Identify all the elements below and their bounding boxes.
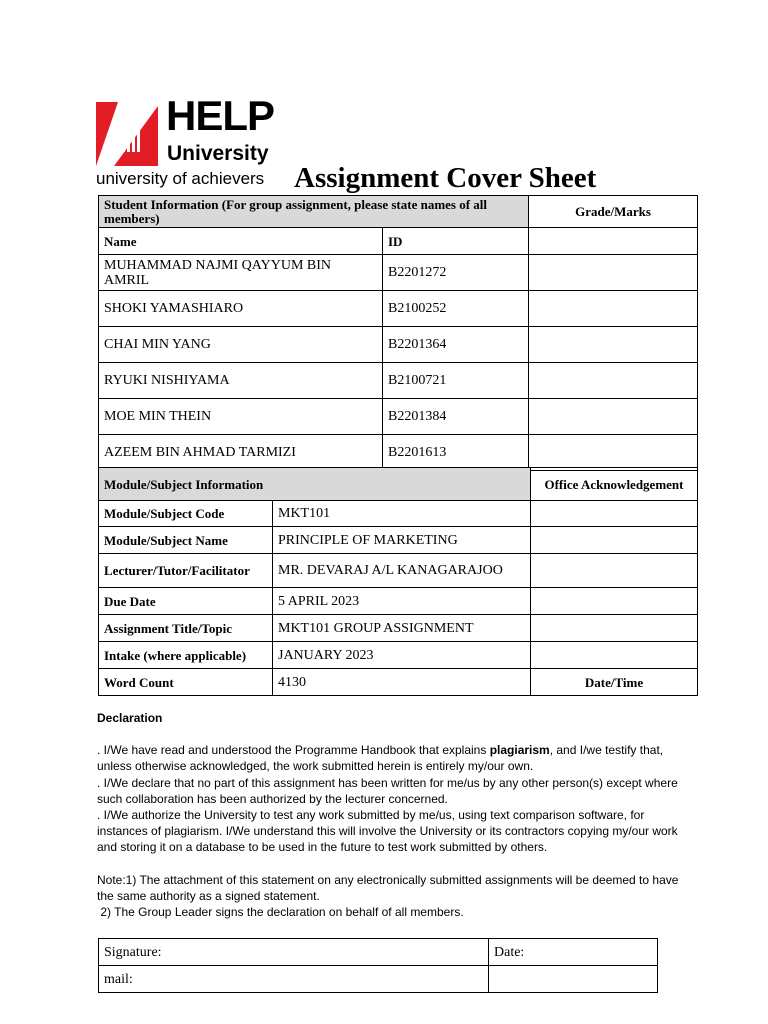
assignment-title-label: Assignment Title/Topic [99, 615, 273, 642]
name-column-header: Name [99, 228, 383, 255]
logo-right-triangle [114, 106, 158, 166]
due-date-label: Due Date [99, 588, 273, 615]
office-cell [531, 588, 698, 615]
module-code-label: Module/Subject Code [99, 501, 273, 527]
member-id: B2201384 [383, 399, 529, 435]
declaration-section [97, 710, 697, 920]
id-column-header: ID [383, 228, 529, 255]
word-count-label: Word Count [99, 669, 273, 696]
table-row [99, 255, 698, 291]
table-row [99, 399, 698, 435]
office-cell [531, 527, 698, 554]
declaration-note-1: Note:1) The attachment of this statement on any electronically submitted assignments will be deemed to have the same authority as a signed statement. [97, 872, 679, 903]
help-university-logo [96, 92, 276, 190]
grade-cell [529, 399, 698, 435]
mail-field[interactable]: mail: [99, 966, 489, 993]
office-cell [531, 554, 698, 588]
student-info-header: Student Information (For group assignment, please state names of all members) [99, 196, 529, 228]
grade-marks-header: Grade/Marks [529, 196, 698, 228]
module-code-value: MKT101 [273, 501, 531, 527]
table-row [99, 669, 698, 696]
member-name: RYUKI NISHIYAMA [99, 363, 383, 399]
signature-table [98, 938, 658, 993]
table-row [99, 554, 698, 588]
intake-label: Intake (where applicable) [99, 642, 273, 669]
logo-word-university: University [167, 142, 269, 165]
table-row [99, 363, 698, 399]
member-id: B2100721 [383, 363, 529, 399]
grade-cell [529, 363, 698, 399]
page-title: Assignment Cover Sheet [294, 162, 597, 194]
date-field[interactable]: Date: [489, 939, 658, 966]
table-row [99, 588, 698, 615]
table-row [99, 291, 698, 327]
assignment-title-value: MKT101 GROUP ASSIGNMENT [273, 615, 531, 642]
module-info-table [98, 467, 698, 696]
grade-cell [529, 435, 698, 471]
logo-word-help: HELP [166, 92, 275, 139]
table-row [99, 435, 698, 471]
table-row [99, 615, 698, 642]
module-info-header: Module/Subject Information [99, 468, 531, 501]
declaration-paragraph-1: . I/We have read and understood the Programme Handbook that explains plagiarism, and I/we testify that, unless otherwise acknowledged, the work submitted herein is entirely my/our own. [97, 743, 664, 774]
help-logo-mark-icon [96, 102, 158, 166]
declaration-note-2: 2) The Group Leader signs the declaration on behalf of all members. [97, 905, 464, 920]
member-id: B2100252 [383, 291, 529, 327]
member-name: CHAI MIN YANG [99, 327, 383, 363]
member-name: MOE MIN THEIN [99, 399, 383, 435]
intake-value: JANUARY 2023 [273, 642, 531, 669]
table-row [99, 527, 698, 554]
grade-cell [529, 327, 698, 363]
lecturer-label: Lecturer/Tutor/Facilitator [99, 554, 273, 588]
due-date-value: 5 APRIL 2023 [273, 588, 531, 615]
declaration-paragraph-2: . I/We declare that no part of this assignment has been written for me/us by any other person(s) except where such collaboration has been authorized by the lecturer concerned. [97, 775, 678, 806]
office-acknowledgement-header: Office Acknowledgement [531, 468, 698, 501]
date-time-header: Date/Time [531, 669, 698, 696]
logo-left-triangle [96, 102, 118, 166]
office-cell [531, 642, 698, 669]
declaration-heading: Declaration [97, 711, 163, 725]
empty-cell [489, 966, 658, 993]
table-row [99, 501, 698, 527]
signature-field[interactable]: Signature: [99, 939, 489, 966]
member-id: B2201613 [383, 435, 529, 471]
table-row [99, 642, 698, 669]
member-name: MUHAMMAD NAJMI QAYYUM BIN AMRIL [99, 255, 383, 291]
table-row [99, 327, 698, 363]
member-id: B2201272 [383, 255, 529, 291]
grade-cell [529, 255, 698, 291]
grade-cell [529, 291, 698, 327]
grade-cell [529, 228, 698, 255]
lecturer-value: MR. DEVARAJ A/L KANAGARAJOO [273, 554, 531, 588]
logo-tagline: university of achievers [96, 169, 265, 188]
office-cell [531, 501, 698, 527]
office-cell [531, 615, 698, 642]
module-name-label: Module/Subject Name [99, 527, 273, 554]
member-name: SHOKI YAMASHIARO [99, 291, 383, 327]
student-info-table [98, 195, 698, 471]
declaration-paragraph-3: . I/We authorize the University to test any work submitted by me/us, using text comparison software, for instances of plagiarism. I/We understand this will involve the University or its contractors copying my/our work and storing it on a database to be used in the future to test work submitted by others. [97, 808, 678, 855]
module-name-value: PRINCIPLE OF MARKETING [273, 527, 531, 554]
member-name: AZEEM BIN AHMAD TARMIZI [99, 435, 383, 471]
word-count-value: 4130 [273, 669, 531, 696]
member-id: B2201364 [383, 327, 529, 363]
